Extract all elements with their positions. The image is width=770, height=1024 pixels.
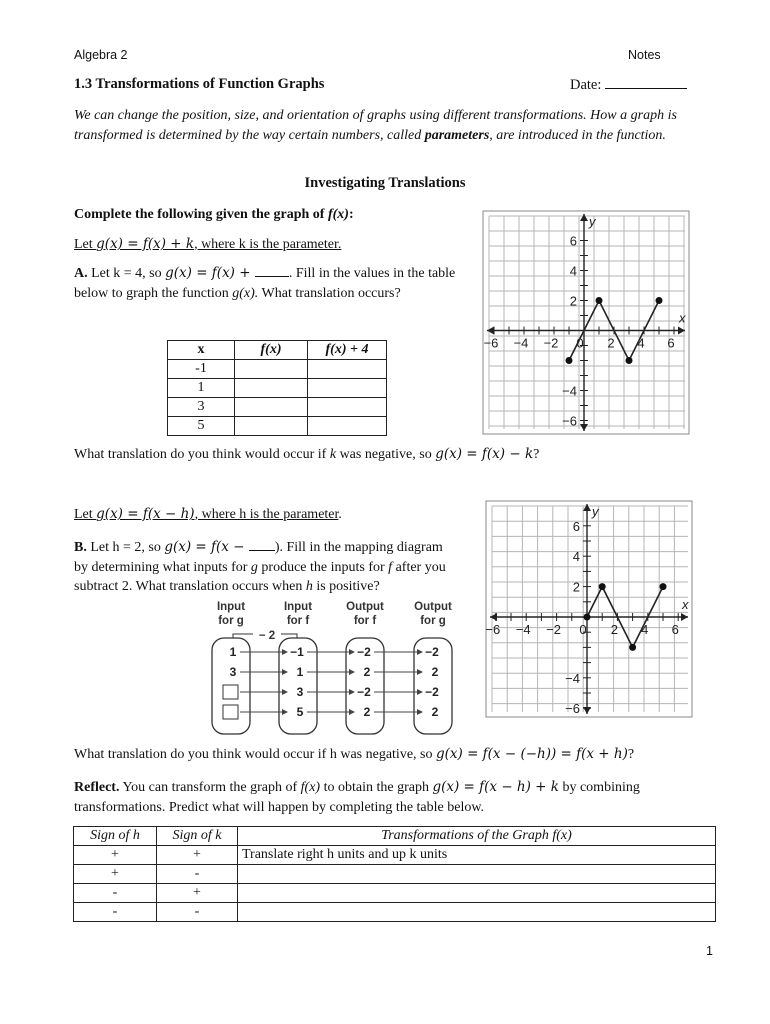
partA-letter: A. [74, 266, 88, 281]
values-header-fx: f(x) [235, 341, 308, 360]
partA-question-eq: g(x) = f(x) − k [435, 446, 534, 462]
date-label: Date: [570, 77, 602, 93]
partB-text-1: Let h = 2, so [86, 540, 165, 555]
fx-cell[interactable] [235, 360, 308, 379]
values-header-x: x [168, 341, 235, 360]
partA-text-1: Let k = 4, so [87, 266, 166, 281]
x-tick-label: 2 [607, 335, 615, 351]
fx4-cell[interactable] [308, 417, 387, 436]
reflect-header-k: Sign of k [157, 827, 238, 846]
x-tick-label: 0 [576, 335, 584, 351]
x-axis-arrow [681, 613, 688, 621]
mapping-value: 2 [431, 705, 439, 719]
mapping-value: −2 [357, 645, 371, 659]
partB-let-line [74, 505, 342, 525]
mapping-header: for f [353, 615, 377, 627]
mapping-value: 1 [296, 665, 304, 679]
mapping-header: for g [420, 615, 446, 627]
sign-h-cell: - [74, 884, 157, 903]
y-axis-arrow [580, 214, 588, 221]
sign-k-cell: + [157, 846, 238, 865]
mapping-input-box [223, 705, 238, 719]
y-tick-label: 6 [572, 518, 580, 534]
x-axis-label: x [682, 597, 689, 612]
transform-cell[interactable]: Translate right h units and up k units [238, 846, 716, 865]
intro-text-2: , are introduced in the function. [489, 127, 666, 143]
partA-question-k: k [329, 447, 337, 462]
x-tick-label: 4 [637, 335, 645, 351]
data-point [656, 297, 663, 304]
partA-let-tail: , where k is the parameter. [194, 237, 342, 252]
data-point [584, 614, 591, 621]
x-tick-label: −4 [513, 335, 529, 351]
table-row [74, 865, 716, 884]
graph-border [486, 501, 692, 717]
x-tick-label: −6 [485, 622, 501, 637]
partB-h: h [305, 579, 313, 594]
partB-text-4: after you subtract 2. What translation occurs when [74, 559, 446, 594]
x-tick-label: 2 [610, 622, 619, 637]
y-tick-label: 4 [569, 263, 577, 279]
graph-border [483, 211, 689, 434]
mapping-header: Output [346, 601, 384, 613]
data-point [626, 357, 633, 364]
date-field [570, 76, 687, 94]
partB-f: f [388, 559, 393, 575]
table-row [168, 398, 387, 417]
given-heading [74, 205, 354, 225]
notes-label: Notes [628, 48, 661, 62]
partB-text-5: is positive? [312, 579, 380, 594]
mapping-header: for f [286, 615, 310, 627]
x-cell: 5 [168, 417, 235, 436]
partB-eq-end: ). [274, 540, 283, 555]
mapping-value: 5 [296, 705, 304, 719]
table-row [74, 884, 716, 903]
mapping-value: −2 [357, 685, 371, 699]
partB-letter: B. [74, 540, 87, 555]
partA-let-label: Let [74, 237, 97, 252]
partB-g: g [250, 559, 258, 575]
data-point [629, 644, 636, 651]
x-tick-label: −4 [515, 622, 531, 637]
x-tick-label: 6 [671, 622, 679, 637]
data-point [566, 357, 573, 364]
mapping-value: −2 [425, 685, 439, 699]
x-tick-label: 4 [641, 622, 649, 637]
y-tick-label: −4 [565, 670, 580, 686]
transform-cell[interactable] [238, 903, 716, 922]
partA-question-end: ? [533, 447, 540, 462]
partB-let-eq: g(x) = f(x − h) [96, 506, 195, 522]
reflect-text-1: You can transform the graph of [119, 780, 301, 795]
reflect-paragraph [74, 778, 724, 817]
mapping-value: −2 [425, 645, 439, 659]
partB-text-2: Fill in the mapping diagram by determining what inputs for [74, 540, 443, 575]
fx4-cell[interactable] [308, 379, 387, 398]
partB-paragraph [74, 538, 446, 597]
sign-k-cell: + [157, 884, 238, 903]
mapping-value: −1 [290, 645, 304, 659]
x-tick-label: 0 [579, 622, 587, 637]
x-axis-label: x [679, 310, 686, 326]
mapping-value: 1 [229, 645, 237, 659]
fx4-cell[interactable] [308, 360, 387, 379]
partA-question [74, 445, 539, 465]
mapping-value: 2 [363, 705, 371, 719]
mapping-bracket-label: − 2 [258, 630, 276, 642]
y-tick-label: −4 [562, 383, 577, 399]
x-cell: 3 [168, 398, 235, 417]
page-number: 1 [706, 944, 713, 958]
x-cell: 1 [168, 379, 235, 398]
graph-g-of-x [484, 500, 694, 718]
fx-cell[interactable] [235, 417, 308, 436]
partB-text-3: produce the inputs for [257, 559, 389, 575]
sign-h-cell: + [74, 865, 157, 884]
intro-paragraph [74, 106, 724, 145]
sign-k-cell: - [157, 865, 238, 884]
partA-text-3: What translation occurs? [258, 285, 401, 301]
given-fx: f(x) [327, 207, 349, 222]
x-tick-label: −6 [483, 335, 499, 351]
partA-paragraph [74, 264, 464, 303]
y-axis-label: y [589, 214, 596, 229]
mapping-header: Input [216, 601, 246, 613]
partA-blank[interactable] [255, 264, 289, 277]
partA-question-mid: was negative, so [336, 447, 436, 462]
partB-question-pre: What translation do you think would occur if h was negative, so [74, 747, 436, 762]
table-row [74, 903, 716, 922]
mapping-value: 3 [229, 665, 237, 679]
y-axis-arrow [583, 504, 591, 511]
mapping-value: 2 [363, 665, 371, 679]
partA-eq: g(x) = f(x) + [165, 265, 255, 281]
mapping-header: Input [283, 601, 313, 613]
partB-blank[interactable] [249, 538, 275, 551]
partA-let-eq: g(x) = f(x) + k [96, 236, 195, 252]
reflect-fx: f(x) [300, 780, 321, 795]
date-blank [605, 76, 687, 89]
intro-bold-word: parameters [424, 127, 490, 143]
values-header-fx4: f(x) + 4 [308, 341, 387, 360]
y-tick-label: −6 [562, 413, 577, 429]
fx4-cell[interactable] [308, 398, 387, 417]
partB-let-tail: , where h is the parameter [194, 507, 339, 522]
table-row [168, 379, 387, 398]
partB-let-dot: . [338, 507, 342, 522]
fx-cell[interactable] [235, 379, 308, 398]
x-cell: -1 [168, 360, 235, 379]
partA-let-line [74, 235, 341, 255]
course-name: Algebra 2 [74, 48, 128, 62]
partB-question-eq: g(x) = f(x − (−h)) = f(x + h) [435, 746, 628, 762]
x-axis-arrow [487, 327, 494, 335]
mapping-header: Output [414, 601, 452, 613]
data-point [599, 583, 606, 590]
table-row [168, 417, 387, 436]
y-tick-label: −6 [565, 701, 580, 717]
sign-k-cell: - [157, 903, 238, 922]
partB-eq: g(x) = f(x − [164, 539, 249, 555]
partA-question-pre: What translation do you think would occur if [74, 447, 330, 462]
y-tick-label: 6 [569, 233, 577, 249]
data-point [596, 297, 603, 304]
section-title: Investigating Translations [304, 175, 466, 191]
mapping-value: 3 [296, 685, 304, 699]
reflect-eq: g(x) = f(x − h) + k [432, 779, 559, 795]
y-tick-label: 2 [569, 293, 577, 309]
y-tick-label: 4 [572, 549, 580, 565]
intro-text-1: We can change the position, size, and orientation of graphs using different transformations. How a graph is transformed is determined by the way certain numbers, called [74, 108, 677, 143]
data-point [660, 583, 667, 590]
table-row [168, 360, 387, 379]
partB-question [74, 745, 634, 765]
table-row [74, 846, 716, 865]
y-tick-label: 2 [572, 579, 580, 595]
x-tick-label: 6 [667, 335, 675, 351]
reflect-text-2: to obtain the graph [320, 780, 433, 795]
sign-h-cell: + [74, 846, 157, 865]
mapping-diagram [205, 598, 465, 738]
reflect-table [73, 826, 716, 922]
mapping-header: for g [218, 615, 244, 627]
y-axis-label: y [592, 504, 599, 519]
reflect-header-h: Sign of h [74, 827, 157, 846]
given-lead: Complete the following given the graph of [74, 207, 328, 222]
values-table [167, 340, 387, 436]
reflect-header-transform: Transformations of the Graph f(x) [238, 827, 716, 846]
x-tick-label: −2 [543, 335, 559, 351]
page-title: 1.3 Transformations of Function Graphs [74, 76, 325, 92]
partA-text-2: . Fill in the values in the table below to graph the function [74, 266, 456, 301]
sign-h-cell: - [74, 903, 157, 922]
transform-cell[interactable] [238, 865, 716, 884]
y-axis-arrow [580, 424, 588, 431]
reflect-label: Reflect. [74, 780, 120, 795]
given-colon: : [348, 207, 354, 222]
graph-f-of-x [481, 210, 691, 435]
mapping-value: 2 [431, 665, 439, 679]
partA-gx: g(x). [232, 285, 259, 301]
x-tick-label: −2 [546, 622, 562, 637]
mapping-input-box [223, 685, 238, 699]
fx-cell[interactable] [235, 398, 308, 417]
partB-let-label: Let [74, 507, 97, 522]
transform-cell[interactable] [238, 884, 716, 903]
partB-question-end: ? [627, 747, 635, 762]
reflect-text-3: by combining transformations. Predict what will happen by completing the table below. [74, 780, 640, 815]
